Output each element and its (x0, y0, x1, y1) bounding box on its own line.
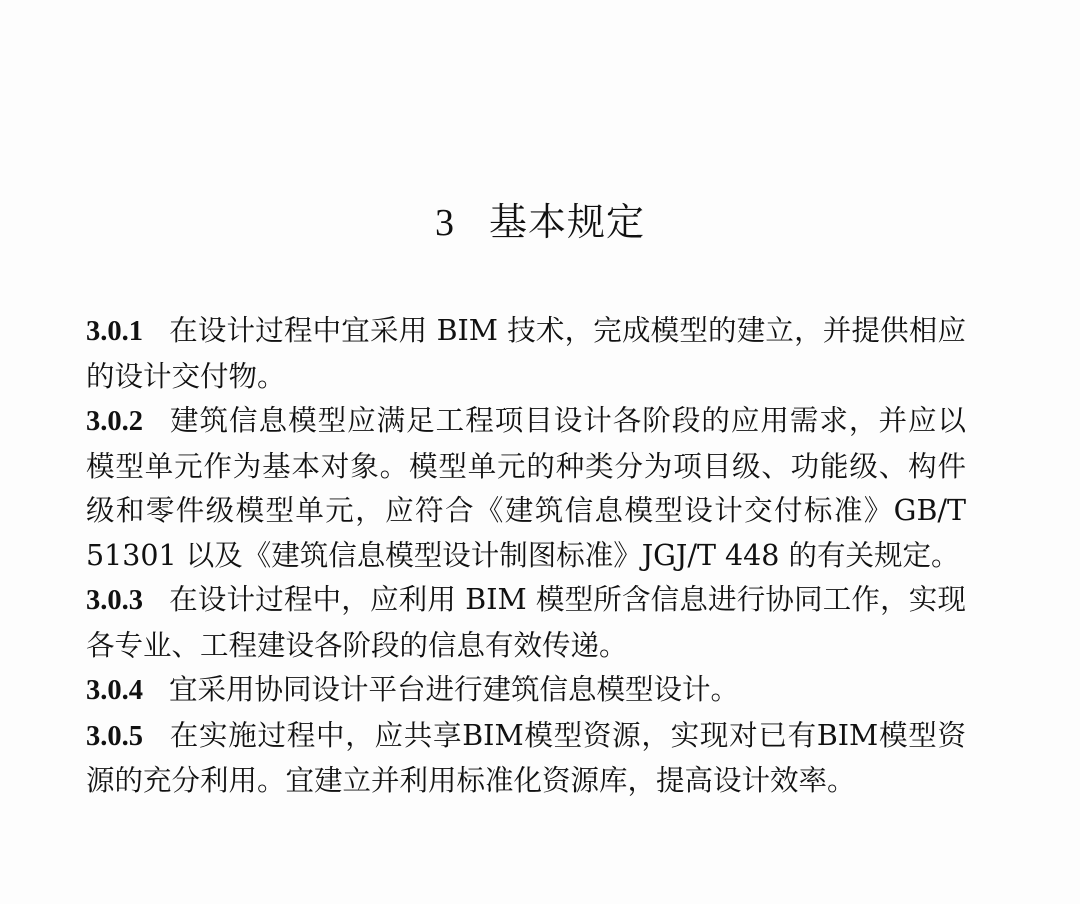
clause-3-0-4 (86, 668, 966, 714)
chapter-title: 基本规定 (488, 200, 645, 244)
clause-number: 3.0.4 (86, 675, 143, 706)
clause-list (86, 309, 966, 804)
clause-3-0-2 (86, 399, 966, 578)
clause-number: 3.0.3 (86, 585, 143, 616)
clause-3-0-1 (86, 309, 966, 399)
chapter-number: 3 (434, 202, 455, 244)
clause-text: 在设计过程中宜采用 BIM 技术，完成模型的建立，并提供相应的设计交付物。 (86, 314, 966, 393)
clause-number: 3.0.5 (86, 720, 143, 752)
clause-text: 建筑信息模型应满足工程项目设计各阶段的应用需求，并应以模型单元作为基本对象。模型单元的种类分为项目级、功能级、构件级和零件级模型单元，应符合《建筑信息模型设计交付标准》GB/T 51301 以及《建筑信息模型设计制图标准》JGJ/T 448 的有关规定。 (86, 404, 966, 572)
chapter-heading (0, 192, 1080, 253)
clause-number: 3.0.2 (86, 406, 143, 437)
clause-3-0-5 (86, 714, 966, 804)
clause-text: 在实施过程中，应共享BIM模型资源，实现对已有BIM模型资源的充分利用。宜建立并利用标准化资源库，提高设计效率。 (86, 718, 966, 797)
clause-text: 宜采用协同设计平台进行建筑信息模型设计。 (169, 673, 740, 706)
clause-3-0-3 (86, 578, 966, 668)
clause-text: 在设计过程中，应利用 BIM 模型所含信息进行协同工作，实现各专业、工程建设各阶段的信息有效传递。 (86, 583, 966, 662)
clause-number: 3.0.1 (86, 316, 143, 347)
